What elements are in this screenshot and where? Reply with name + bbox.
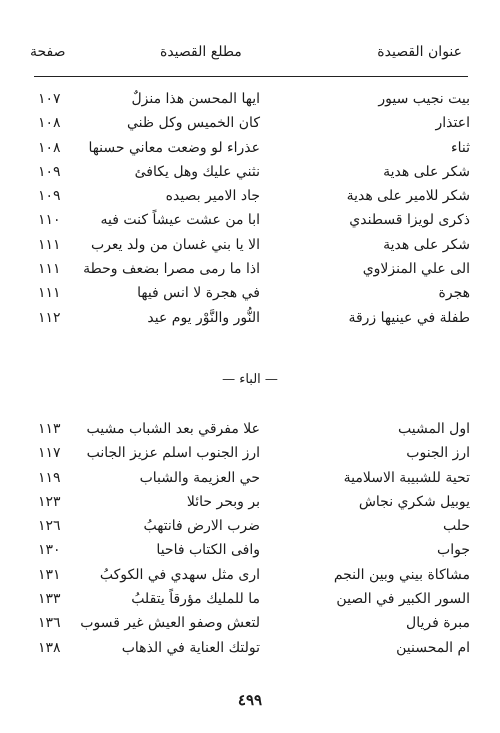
table-row xyxy=(30,442,470,466)
poem-page-number: ١١١ xyxy=(38,285,61,302)
table-row xyxy=(30,307,470,331)
poem-title: تحية للشبيبة الاسلامية xyxy=(343,469,470,486)
table-row xyxy=(30,588,470,612)
poem-list-section-1 xyxy=(30,88,470,331)
poem-page-number: ١١١ xyxy=(38,236,61,253)
poem-opening: ما للمليك مؤرقاً يتقلبُ xyxy=(131,591,260,608)
table-row xyxy=(30,161,470,185)
poem-opening: الا يا بني غسان من ولد يعرب xyxy=(91,236,260,253)
poem-title: مشاكاة بيني وبين النجم xyxy=(333,566,470,583)
poem-opening: ايها المحسن هذا منزلٌ xyxy=(131,91,260,107)
poem-opening: حي العزيمة والشباب xyxy=(139,469,260,486)
poem-opening: ضرب الارض فانتهبُ xyxy=(143,518,260,535)
header-page-column: صفحة xyxy=(30,44,66,60)
poem-page-number: ١١٧ xyxy=(38,445,61,462)
poem-title: شكر للامير على هدية xyxy=(346,188,470,205)
poem-page-number: ١٢٣ xyxy=(38,493,61,510)
poem-title: ارز الجنوب xyxy=(406,445,470,462)
poem-page-number: ١١٠ xyxy=(38,212,61,229)
poem-page-number: ١٣٠ xyxy=(38,542,61,559)
poem-opening: وافى الكتاب فاحيا xyxy=(156,542,260,559)
poem-page-number: ١٠٨ xyxy=(38,115,61,132)
poem-title: مبرة فريال xyxy=(406,615,470,632)
table-row xyxy=(30,637,470,661)
poem-title: يوبيل شكري نجاش xyxy=(358,493,470,510)
poem-title: حلب xyxy=(442,518,470,535)
table-row xyxy=(30,88,470,112)
poem-page-number: ١٠٩ xyxy=(38,188,61,205)
poem-list-section-2 xyxy=(30,418,470,661)
poem-opening: ابا من عشت عيشاً كنت فيه xyxy=(100,212,260,229)
poem-opening: نثني عليك وهل يكافئ xyxy=(134,163,260,180)
section-divider-ba: — الباء — xyxy=(222,372,278,387)
table-row xyxy=(30,209,470,233)
poem-page-number: ١١٣ xyxy=(38,421,61,437)
table-header xyxy=(30,44,470,66)
poem-title: السور الكبير في الصين xyxy=(336,591,470,608)
poem-page-number: ١٣٣ xyxy=(38,591,61,608)
poem-title: طفلة في عينيها زرقة xyxy=(348,309,470,326)
poem-title: ذكرى لويزا قسطندي xyxy=(349,212,470,229)
poem-title: بيت نجيب سيور xyxy=(378,91,470,107)
header-divider xyxy=(34,76,468,77)
header-opening-column: مطلع القصيدة xyxy=(160,44,242,60)
poem-title: ام المحسنين xyxy=(396,639,470,656)
poem-page-number: ١٣٨ xyxy=(38,639,61,656)
table-row xyxy=(30,467,470,491)
poem-opening: اذا ما رمى مصرا بضعف وحطة xyxy=(83,261,260,278)
header-title-column: عنوان القصيدة xyxy=(377,44,462,60)
poem-title: اول المشيب xyxy=(398,421,470,437)
poem-page-number: ١٣٦ xyxy=(38,615,61,632)
poem-opening: علا مفرقي بعد الشباب مشيب xyxy=(86,421,260,437)
poem-opening: لتعش وصفو العيش غير قسوب xyxy=(80,615,260,632)
page-number: ٤٩٩ xyxy=(237,691,263,709)
poem-title: هجرة xyxy=(438,285,470,302)
poem-title: ثناء xyxy=(451,139,470,156)
poem-title: شكر على هدية xyxy=(383,163,470,180)
table-row xyxy=(30,491,470,515)
poem-opening: ارز الجنوب اسلم عزيز الجانب xyxy=(86,445,260,462)
poem-title: الى علي المنزلاوي xyxy=(362,261,470,278)
poem-page-number: ١٠٧ xyxy=(38,91,61,107)
poem-title: جواب xyxy=(437,542,470,559)
table-row xyxy=(30,515,470,539)
poem-opening: تولتك العناية في الذهاب xyxy=(121,639,260,656)
table-row xyxy=(30,564,470,588)
poem-page-number: ١٠٩ xyxy=(38,163,61,180)
table-row xyxy=(30,418,470,442)
poem-opening: ارى مثل سهدي في الكوكبُ xyxy=(99,566,260,583)
table-row xyxy=(30,234,470,258)
poem-page-number: ١١٢ xyxy=(38,309,61,326)
table-row xyxy=(30,612,470,636)
table-row xyxy=(30,112,470,136)
table-row xyxy=(30,539,470,563)
poem-opening: كان الخميس وكل ظني xyxy=(127,115,260,132)
poem-opening: عذراء لو وضعت معاني حسنها xyxy=(88,139,260,156)
poem-page-number: ١٢٦ xyxy=(38,518,61,535)
poem-page-number: ١١١ xyxy=(38,261,61,278)
table-row xyxy=(30,185,470,209)
poem-opening: بر وبحر حائلا xyxy=(186,493,260,510)
table-row xyxy=(30,137,470,161)
poem-title: شكر على هدية xyxy=(383,236,470,253)
poem-title: اعتذار xyxy=(435,115,470,132)
table-row xyxy=(30,258,470,282)
poem-page-number: ١٠٨ xyxy=(38,139,61,156)
table-row xyxy=(30,282,470,306)
poem-page-number: ١٣١ xyxy=(38,566,61,583)
poem-opening: جاد الامير بصيده xyxy=(165,188,260,205)
poem-page-number: ١١٩ xyxy=(38,469,61,486)
poem-opening: في هجرة لا انس فيها xyxy=(137,285,260,302)
poem-opening: النُّور والنَّوْر يوم عيد xyxy=(147,309,260,326)
